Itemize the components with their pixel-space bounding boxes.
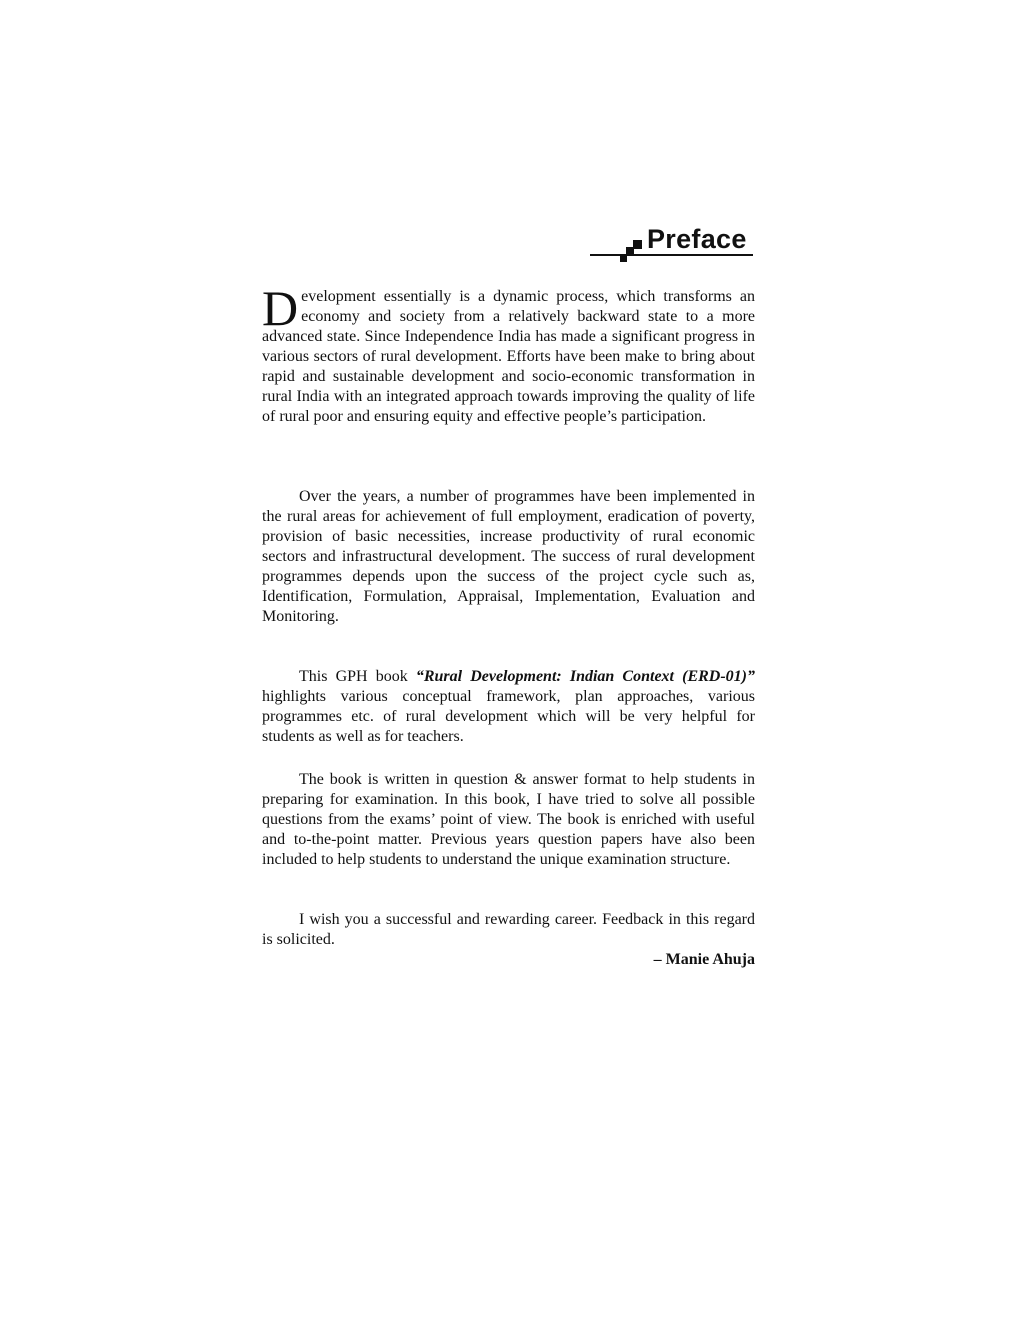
drop-cap: D — [262, 280, 299, 336]
decorative-square-icon — [620, 255, 627, 262]
decorative-square-icon — [633, 240, 642, 249]
page-title: Preface — [647, 224, 747, 254]
paragraph-text: highlights various conceptual framework, plan approaches, various programmes etc. of rural development which will be very helpful for students as well as for teachers. — [262, 688, 755, 745]
paragraph-text: This GPH book — [299, 668, 416, 685]
paragraph-3 — [262, 667, 755, 747]
paragraph-2: Over the years, a number of programmes have been implemented in the rural areas for achievement of full employment, eradication of poverty, provision of basic necessities, increase productivity of rural economic sectors and infrastructural development. The success of rural development programmes depends upon the success of the project cycle such as, Identification, Formulation, Appraisal, Implementation, Evaluation and Monitoring. — [262, 488, 755, 625]
paragraph-4: The book is written in question & answer format to help students in preparing for examination. In this book, I have tried to solve all possible questions from the exams’ point of view. The book is enriched with useful and to-the-point matter. Previous years question papers have also been included to help students to understand the unique examination structure. — [262, 771, 755, 868]
author-signature: – Manie Ahuja — [653, 951, 755, 968]
paragraph-text: evelopment essentially is a dynamic process, which transforms an economy and society from a relatively backward state to a more advanced state. Since Independence India has made a significant progress in various sectors of rural development. Efforts have been make to bring about rapid and sustainable development and socio-economic transformation in rural India with an integrated approach towards improving the quality of life of rural poor and ensuring equity and effective people’s participation. — [262, 288, 755, 425]
preface-heading — [590, 222, 753, 262]
paragraph-5: I wish you a successful and rewarding career. Feedback in this regard is solicited. — [262, 911, 755, 948]
book-title: “Rural Development: Indian Context (ERD-01)” — [415, 668, 755, 685]
paragraph-1 — [262, 280, 755, 427]
